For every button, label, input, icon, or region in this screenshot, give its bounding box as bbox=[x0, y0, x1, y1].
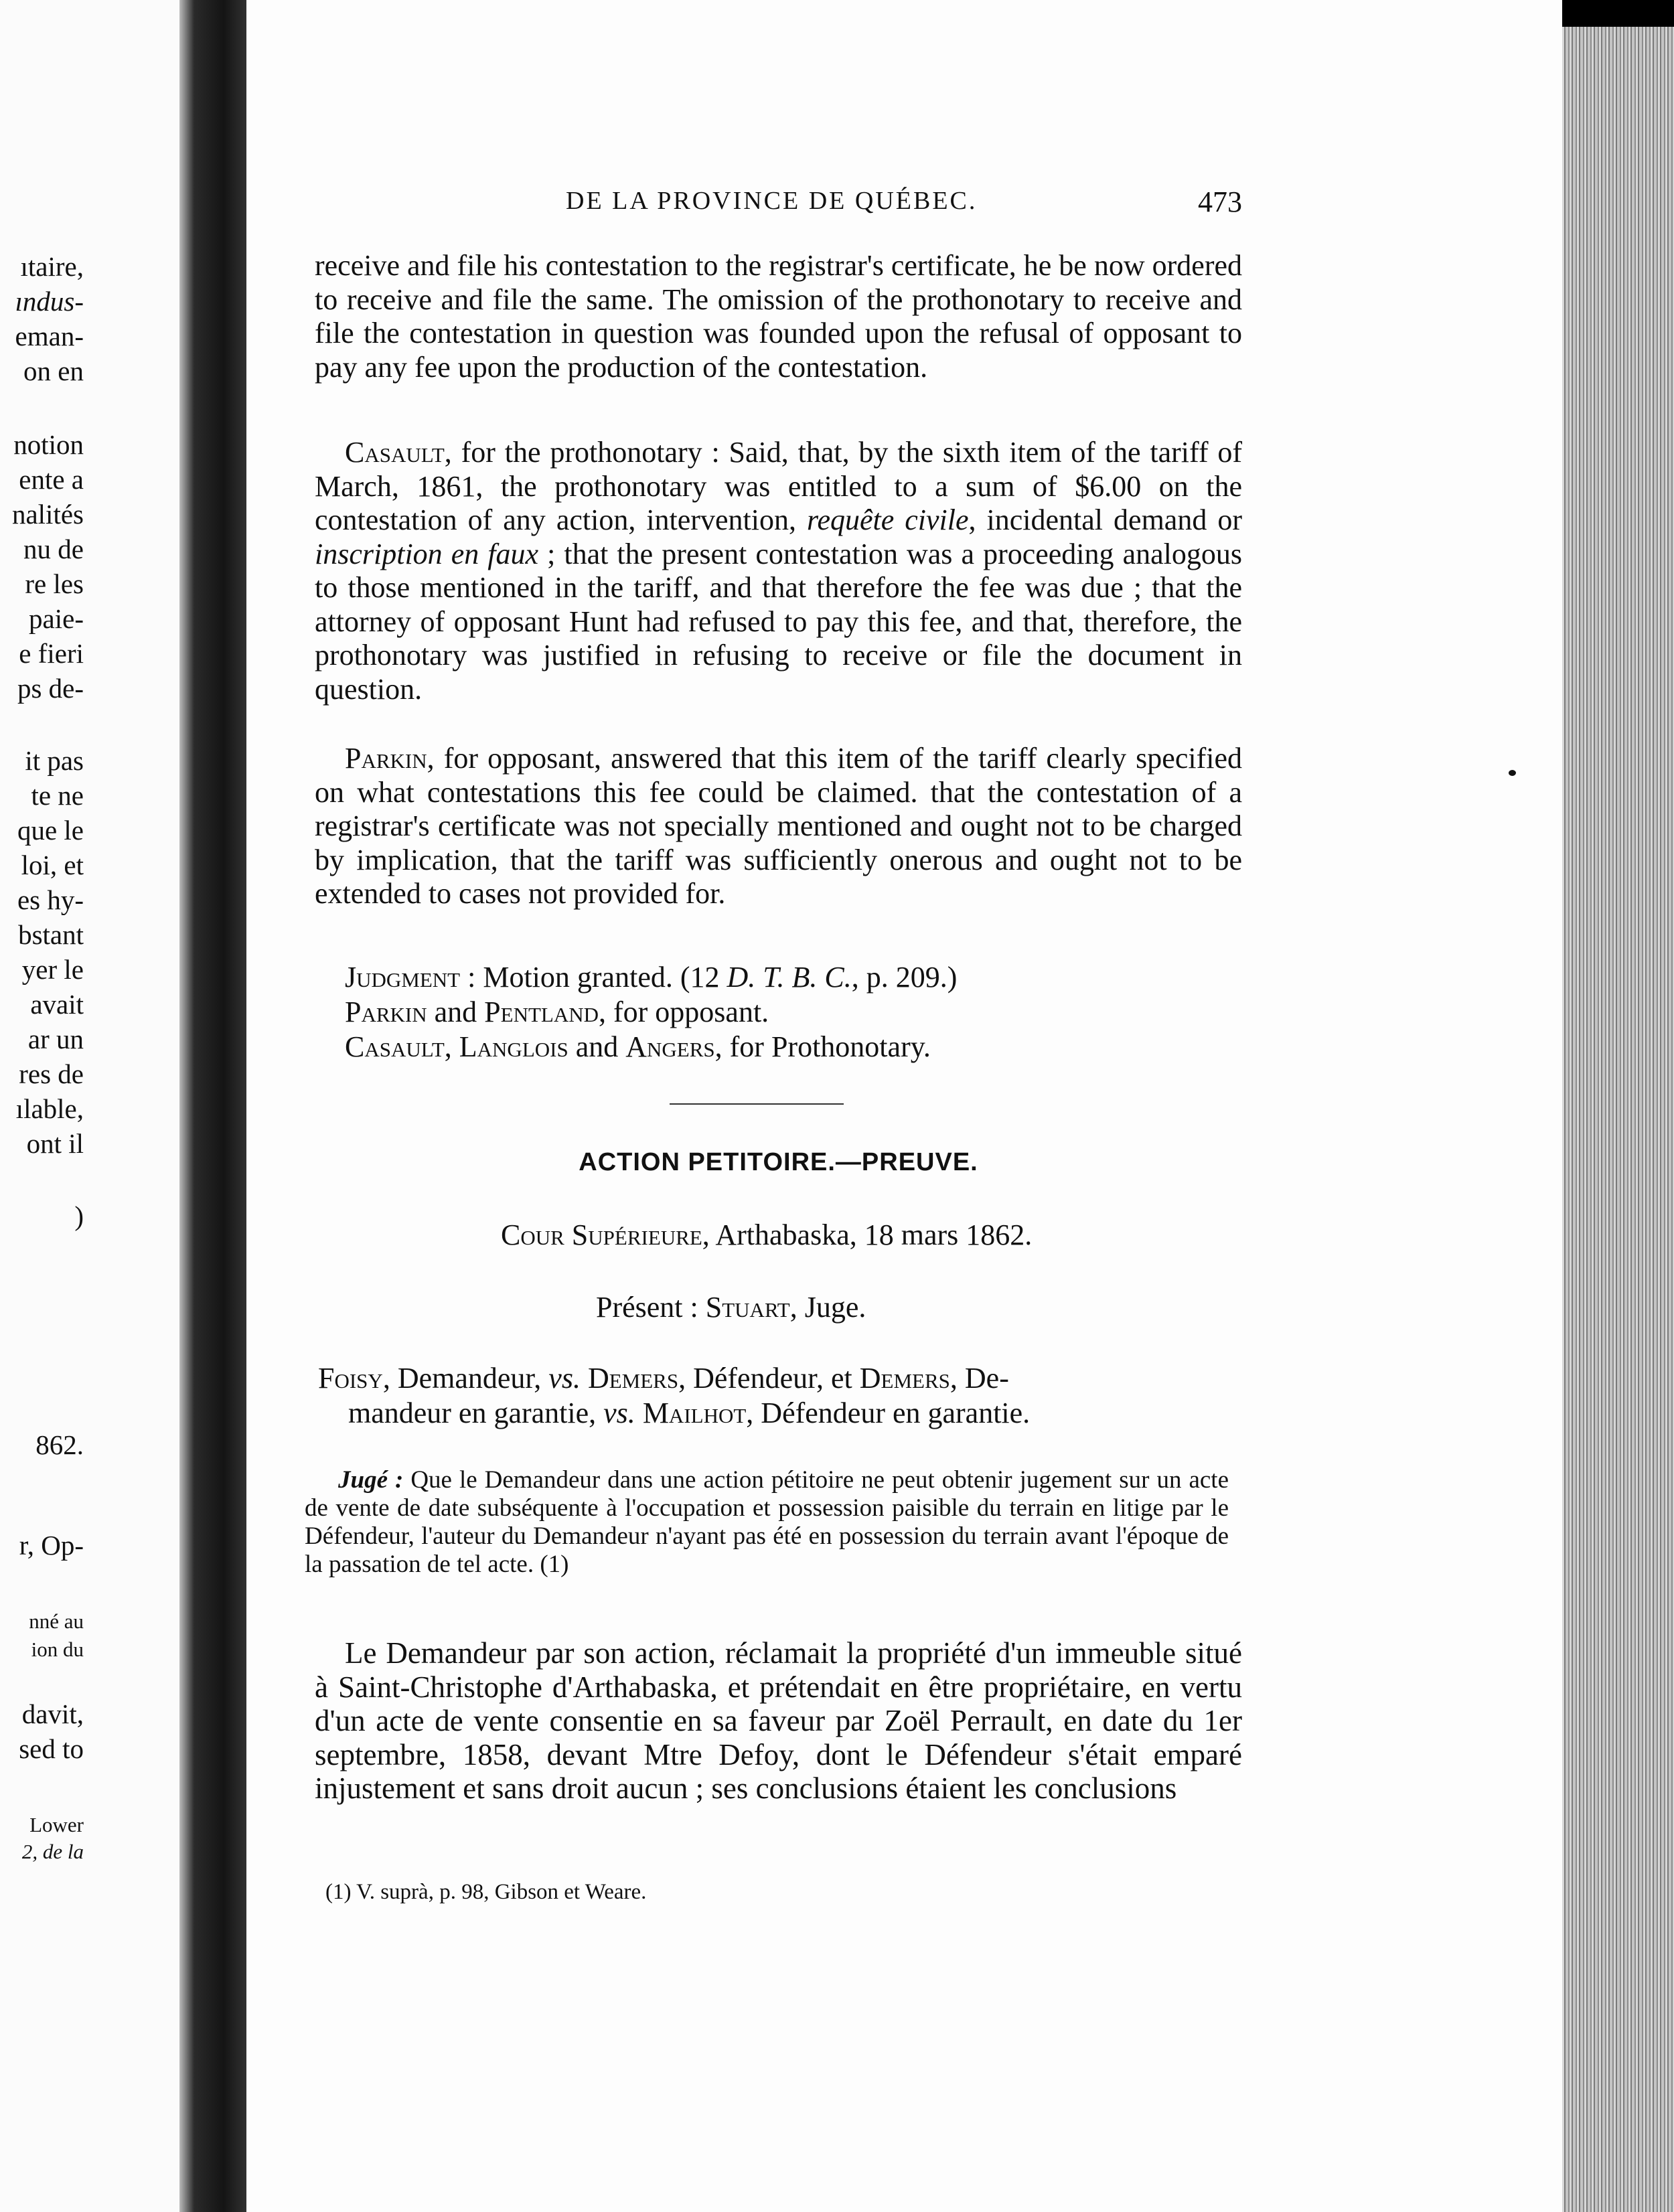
left-line: paie- bbox=[29, 603, 84, 634]
counsel-name: Parkin bbox=[345, 742, 427, 775]
party-role: , Défendeur en garantie. bbox=[746, 1397, 1031, 1429]
italic-term: requête civile bbox=[806, 503, 969, 536]
counsel-name: Langlois bbox=[459, 1030, 568, 1063]
left-line: que le bbox=[17, 815, 84, 846]
left-line: 862. bbox=[35, 1429, 84, 1460]
left-line: nné au bbox=[29, 1609, 84, 1633]
spacer bbox=[635, 1397, 643, 1429]
parties-line-1 bbox=[318, 1362, 1009, 1395]
paragraph-text: , for opposant, answered that this item of the tariff clearly specified on what contestations this fee could be claimed. that the contestation of a registrar's certificate was not specially mentioned and ought not to be charged by implication, that the tariff was sufficiently onerous and ought not to be extended to cases not provided for. bbox=[315, 742, 1242, 910]
left-line: nalités bbox=[11, 499, 84, 530]
headnote-label: Jugé : bbox=[338, 1466, 404, 1494]
judge-title: , Juge. bbox=[789, 1291, 866, 1324]
judgment-reference: D. T. B. C. bbox=[727, 961, 852, 994]
party-role: , Demandeur, bbox=[382, 1362, 549, 1395]
left-line: 2, de la bbox=[21, 1840, 84, 1863]
headnote bbox=[305, 1466, 1229, 1579]
counsel-text: , for Prothonotary. bbox=[714, 1030, 931, 1063]
left-line: te ne bbox=[31, 780, 84, 811]
paragraph-text: , incidental demand or bbox=[968, 503, 1242, 536]
left-line: e fieri bbox=[19, 638, 84, 669]
versus: vs. bbox=[603, 1397, 635, 1429]
left-line: sed to bbox=[19, 1733, 84, 1764]
left-line: it pas bbox=[25, 745, 84, 776]
party-name: Mailhot bbox=[642, 1397, 747, 1429]
left-line: es hy- bbox=[17, 884, 84, 915]
left-line: ar un bbox=[27, 1024, 84, 1054]
case-body: Le Demandeur par son action, réclamait la propriété d'un immeuble situé à Saint-Christophe d'Arthabaska, et prétendait en être propriétaire, en vertu d'un acte de vente consentie en sa faveur par Zoël Perrault, en date du 1er septembre, 1858, devant Mtre Defoy, dont le Défendeur s'était emparé injustement et sans droit aucun ; ses conclusions étaient les conclusions bbox=[315, 1636, 1242, 1805]
section-divider bbox=[670, 1103, 844, 1105]
headnote-text: Que le Demandeur dans une action pétitoire ne peut obtenir jugement sur un acte de vente de date subséquente à l'occupation et possession paisible du terrain en litige par le Défendeur, l'auteur du Demandeur n'ayant pas été en possession du terrain avant l'époque de la passation de tel acte. (1) bbox=[305, 1466, 1229, 1578]
left-line: loi, et bbox=[21, 850, 84, 880]
counsel-line bbox=[345, 996, 769, 1029]
ink-mark bbox=[1509, 770, 1516, 776]
court-name: Cour Supérieure bbox=[501, 1218, 702, 1251]
left-line: eman- bbox=[15, 321, 84, 351]
page-number: 473 bbox=[1198, 185, 1242, 218]
paragraph-3 bbox=[315, 742, 1242, 911]
counsel-text: , for opposant. bbox=[599, 996, 769, 1028]
counsel-name: Pentland bbox=[484, 996, 599, 1028]
judgment-text: , p. 209.) bbox=[851, 961, 958, 994]
page-edges bbox=[1562, 27, 1674, 2212]
left-line: ion du bbox=[31, 1638, 84, 1661]
counsel-text: and bbox=[427, 996, 485, 1028]
party-name: Foisy bbox=[318, 1362, 383, 1395]
left-line: ılable, bbox=[15, 1093, 84, 1124]
book-gutter bbox=[179, 0, 253, 2212]
paragraph-text: ; that the present contestation was a proceeding analogous to those mentioned in the tariff, and that therefore the fee was due ; that the attorney of opposant Hunt had refused to pay this fee, and that, therefore, the prothonotary was justified in refusing to receive or file the document in question. bbox=[315, 537, 1242, 706]
judge-name: Stuart bbox=[705, 1291, 790, 1324]
paragraph-2 bbox=[315, 436, 1242, 706]
spacer bbox=[581, 1362, 588, 1395]
counsel-name: Casault bbox=[345, 436, 445, 469]
left-line: davit, bbox=[21, 1698, 84, 1729]
party-name: Demers bbox=[859, 1362, 950, 1395]
left-line: ps de- bbox=[17, 673, 84, 704]
left-line: avait bbox=[30, 989, 84, 1020]
judge-line bbox=[596, 1291, 866, 1324]
running-title: DE LA PROVINCE DE QUÉBEC. bbox=[566, 187, 978, 215]
counsel-line bbox=[345, 1030, 931, 1064]
left-line: on en bbox=[23, 356, 84, 386]
running-head bbox=[311, 186, 1242, 226]
left-line: ) bbox=[74, 1200, 84, 1231]
judgment-label: Judgment bbox=[345, 961, 461, 994]
paragraph-1: receive and file his contestation to the registrar's certificate, he be now ordered to receive and file the same. The omission of the prothonotary to receive and file the contestation in question was founded upon the refusal of opposant to pay any fee upon the production of the contestation. bbox=[315, 249, 1242, 384]
footnote: (1) V. suprà, p. 98, Gibson et Weare. bbox=[325, 1880, 647, 1904]
left-line: ente a bbox=[19, 464, 84, 495]
left-line: r, Op- bbox=[19, 1530, 84, 1561]
party-role: , Défendeur, et bbox=[678, 1362, 860, 1395]
court-line bbox=[501, 1218, 1032, 1252]
party-role: mandeur en garantie, bbox=[348, 1397, 604, 1429]
left-line: notion bbox=[13, 429, 84, 460]
counsel-name: Angers bbox=[625, 1030, 715, 1063]
left-line: yer le bbox=[21, 954, 84, 985]
paragraph-text: , for the prothonotary : Said, that, by the sixth item of the tariff of March, 1861, the prothonotary was entitled to a sum of $6.00 on the contestation of any action, intervention, bbox=[315, 436, 1242, 536]
left-line: res de bbox=[19, 1058, 84, 1089]
left-line: re les bbox=[25, 568, 84, 599]
counsel-text: , bbox=[444, 1030, 459, 1063]
party-name: Demers bbox=[587, 1362, 679, 1395]
versus: vs. bbox=[548, 1362, 581, 1395]
counsel-name: Parkin bbox=[345, 996, 427, 1028]
left-line: ont il bbox=[26, 1128, 84, 1159]
case-heading: ACTION PETITOIRE.—PREUVE. bbox=[579, 1148, 978, 1176]
counsel-text: and bbox=[568, 1030, 626, 1063]
italic-term: inscription en faux bbox=[315, 537, 539, 570]
parties-line-2 bbox=[348, 1397, 1030, 1430]
present-label: Présent : bbox=[596, 1291, 706, 1324]
party-role: , De- bbox=[949, 1362, 1009, 1395]
left-line: Lower bbox=[29, 1813, 84, 1836]
left-line: nu de bbox=[23, 534, 84, 564]
left-page-fragment bbox=[0, 0, 191, 2212]
counsel-name: Casault bbox=[345, 1030, 445, 1063]
judgment-text: : Motion granted. (12 bbox=[460, 961, 727, 994]
court-place-date: , Arthabaska, 18 mars 1862. bbox=[702, 1218, 1033, 1251]
left-line: ındus- bbox=[15, 286, 84, 317]
left-line: ıtaire, bbox=[20, 251, 84, 282]
left-line: bstant bbox=[18, 919, 84, 950]
judgment-line bbox=[345, 961, 957, 994]
